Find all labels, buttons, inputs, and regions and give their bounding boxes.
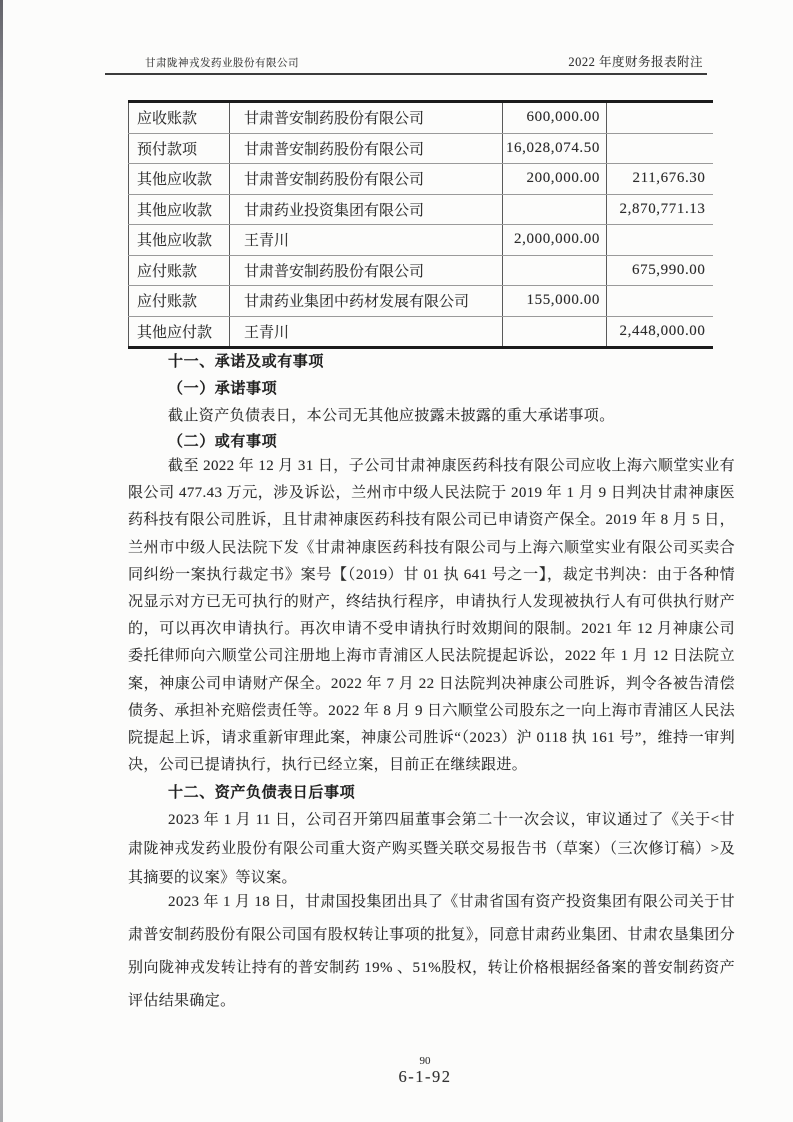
cell-amount2: 675,990.00 [607,255,713,286]
related-party-balances-table [128,100,713,349]
cell-item: 其他应付款 [129,316,230,348]
cell-amount2 [607,133,713,164]
section-11-sub2-heading: （二）或有事项 [168,434,278,450]
section-12-heading: 十二、资产负债表日后事项 [168,785,356,801]
footer-page-number: 90 [419,1055,431,1067]
section-11-sub1-heading: （一）承诺事项 [168,381,278,397]
cell-item: 其他应收款 [129,194,230,225]
post-balance-event-paragraph-2: 2023 年 1 月 18 日，甘肃国投集团出具了《甘肃省国有资产投资集团有限公司关于甘肃普安制药股份有限公司国有股权转让事项的批复》，同意甘肃药业集团、甘肃农垦集团分别向陇神戎发转让持有的普安制药 19% 、51%股权，转让价格根据经备案的普安制药资产评估结果确定。 [128,894,735,1009]
cell-amount2: 2,448,000.00 [619,322,706,339]
cell-amount1: 2,000,000.00 [503,225,607,256]
cell-item: 其他应收款 [129,225,230,256]
contingency-paragraph: 截至 2022 年 12 月 31 日，子公司甘肃神康医药科技有限公司应收上海六顺堂实业有限公司 477.43 万元，涉及诉讼，兰州市中级人民法院于 2019 年 1 月 9 日判决甘肃神康医药科技有限公司胜诉，且甘肃神康医药科技有限公司已申请资产保全。2019 年 8 月 5 日，兰州市中级人民法院下发《甘肃神康医药科技有限公司与上海六顺堂实业有限公司买卖合同纠纷一案执行裁定书》案号【（2019）甘 01 执 641 号之一】，裁定书判决：由于各种情况显示对方已无可执行的财产，终结执行程序，申请执行人发现被执行人有可供执行财产的，可以再次申请执行。再次申请不受申请执行时效期间的限制。2021 年 12 月神康公司委托律师向六顺堂公司注册地上海市青浦区人民法院提起诉讼，2022 年 1 月 12 日法院立案，神康公司申请财产保全。2022 年 7 月 22 日法院判决神康公司胜诉，判令各被告清偿债务、承担补充赔偿责任等。2022 年 8 月 9 日六顺堂公司股东之一向上海市青浦区人民法院提起上诉，请求重新审理此案，神康公司胜诉“（2023）沪 0118 执 161 号”，维持一审判决，公司已提请执行，执行已经立案，目前正在继续跟进。 [128,458,735,774]
cell-amount2: 2,870,771.13 [607,194,713,225]
table-row [129,255,713,286]
cell-party: 甘肃药业投资集团有限公司 [230,194,503,225]
cell-amount1 [503,316,607,348]
cell-party: 王青川 [230,225,503,256]
commitment-statement: 截止资产负债表日，本公司无其他应披露未披露的重大承诺事项。 [168,408,615,424]
section-11-heading: 十一、承诺及或有事项 [168,354,325,370]
cell-amount1 [503,255,607,286]
table-row [129,102,713,134]
table-row [129,164,713,195]
table-row [129,225,713,256]
cell-item: 应付账款 [129,286,230,317]
cell-item: 其他应收款 [129,164,230,195]
cell-amount2 [607,225,713,256]
cell-party: 甘肃普安制药股份有限公司 [230,102,503,134]
table-row [129,194,713,225]
header-report-title: 2022 年度财务报表附注 [568,55,703,69]
cell-amount2: 211,676.30 [607,164,713,195]
scan-edge-artifact [0,0,3,1122]
cell-party: 甘肃普安制药股份有限公司 [230,133,503,164]
cell-amount1 [503,194,607,225]
table-row [129,316,713,348]
cell-item: 应收账款 [129,102,230,134]
cell-party: 甘肃普安制药股份有限公司 [230,255,503,286]
cell-party: 王青川 [230,316,503,348]
cell-party: 甘肃药业集团中药材发展有限公司 [230,286,503,317]
footer-page-code: 6-1-92 [398,1067,452,1086]
cell-amount1: 200,000.00 [503,164,607,195]
cell-amount2 [607,286,713,317]
header-company-name: 甘肃陇神戎发药业股份有限公司 [145,58,299,69]
post-balance-event-paragraph-1: 2023 年 1 月 11 日，公司召开第四届董事会第二十一次会议，审议通过了《关于<甘肃陇神戎发药业股份有限公司重大资产购买暨关联交易报告书（草案）（三次修订稿）>及其摘要的议案》等议案。 [128,812,735,886]
cell-amount2 [607,102,713,134]
cell-amount1: 600,000.00 [503,102,607,134]
cell-amount1: 16,028,074.50 [503,133,607,164]
table-row [129,286,713,317]
header-rule [105,73,707,75]
cell-item: 预付款项 [129,133,230,164]
cell-amount1: 155,000.00 [503,286,607,317]
cell-item: 应付账款 [129,255,230,286]
table-row [129,133,713,164]
cell-party: 甘肃普安制药股份有限公司 [230,164,503,195]
